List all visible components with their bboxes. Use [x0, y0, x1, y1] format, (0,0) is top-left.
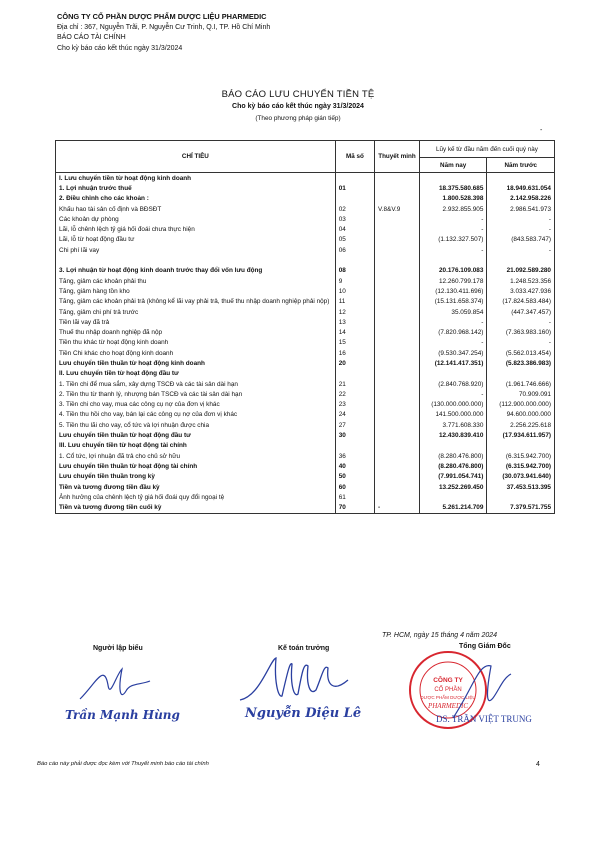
row-code [335, 255, 374, 265]
row-label: 1. Tiền chi để mua sắm, xây dựng TSCĐ và các tài sản dài hạn [56, 379, 336, 389]
table-row [56, 235, 555, 245]
row-note [375, 183, 420, 193]
row-last-year: 94.600.000.000 [487, 410, 555, 420]
row-code [335, 441, 374, 451]
director-name: DS. TRẦN VIỆT TRUNG [436, 714, 532, 724]
row-code: 08 [335, 266, 374, 276]
row-this-year: (12.130.411.696) [419, 286, 487, 296]
row-label: 2. Tiền thu từ thanh lý, nhượng bán TSCĐ và các tài sản dài hạn [56, 389, 336, 399]
row-label: Lưu chuyển tiền thuần trong kỳ [56, 472, 336, 482]
row-note [375, 400, 420, 410]
row-last-year: 2.256.225.618 [487, 420, 555, 430]
row-code: 11 [335, 297, 374, 307]
row-last-year [487, 492, 555, 502]
tick-mark: - [540, 127, 543, 134]
row-this-year: 1.800.528.398 [419, 194, 487, 204]
row-note [375, 297, 420, 307]
row-code: 30 [335, 430, 374, 440]
header-note: Thuyết minh [375, 141, 420, 173]
row-last-year: (447.347.457) [487, 307, 555, 317]
row-this-year: (7.991.054.741) [419, 472, 487, 482]
row-this-year: - [419, 389, 487, 399]
row-this-year: 2.932.855.905 [419, 204, 487, 214]
table-row [56, 327, 555, 337]
row-label: 1. Lợi nhuận trước thuế [56, 183, 336, 193]
row-note [375, 214, 420, 224]
row-note [375, 194, 420, 204]
row-last-year: 7.379.571.755 [487, 503, 555, 514]
row-label: Lãi, lỗ chênh lệch tỷ giá hối đoái chưa thực hiện [56, 224, 336, 234]
cash-flow-table [55, 140, 555, 514]
row-label: Tăng, giảm các khoản phải trả (không kể lãi vay phải trả, thuế thu nhập doanh nghiệp phải nộp) [56, 297, 336, 307]
row-label: Tăng, giảm chi phí trả trước [56, 307, 336, 317]
row-label: Tăng, giảm các khoản phải thu [56, 276, 336, 286]
row-note [375, 482, 420, 492]
row-code: 10 [335, 286, 374, 296]
row-note [375, 472, 420, 482]
table-row [56, 503, 555, 514]
row-note [375, 286, 420, 296]
row-note [375, 338, 420, 348]
table-row [56, 492, 555, 502]
row-label: Tiền lãi vay đã trả [56, 317, 336, 327]
row-this-year: (2.840.768.920) [419, 379, 487, 389]
table-row [56, 472, 555, 482]
row-label: Lãi, lỗ từ hoạt động đầu tư [56, 235, 336, 245]
table-row [56, 482, 555, 492]
table-row [56, 173, 555, 184]
row-code: 14 [335, 327, 374, 337]
table-row [56, 348, 555, 358]
row-note [375, 389, 420, 399]
accountant-name: Nguyễn Diệu Lê [245, 706, 362, 721]
row-this-year: - [419, 317, 487, 327]
svg-text:DƯỢC PHẨM DƯỢC LIỆU: DƯỢC PHẨM DƯỢC LIỆU [420, 695, 476, 700]
row-label: Lưu chuyển tiền thuần từ hoạt động tài chính [56, 461, 336, 471]
table-row [56, 266, 555, 276]
row-this-year: 18.375.580.685 [419, 183, 487, 193]
row-code: 61 [335, 492, 374, 502]
table-row [56, 317, 555, 327]
row-last-year: 2.986.541.973 [487, 204, 555, 214]
table-row [56, 224, 555, 234]
table-row [56, 204, 555, 214]
table-row [56, 214, 555, 224]
row-this-year: - [419, 224, 487, 234]
row-this-year: (9.530.347.254) [419, 348, 487, 358]
row-this-year: (12.141.417.351) [419, 358, 487, 368]
row-last-year: 37.453.513.395 [487, 482, 555, 492]
row-note [375, 441, 420, 451]
document-header [57, 12, 270, 54]
table-row [56, 410, 555, 420]
row-note [375, 430, 420, 440]
row-note [375, 358, 420, 368]
table-row [56, 255, 555, 265]
row-note [375, 235, 420, 245]
row-code: 05 [335, 235, 374, 245]
table-row [56, 307, 555, 317]
table-row [56, 286, 555, 296]
row-note [375, 245, 420, 255]
method-note: (Theo phương pháp gián tiếp) [255, 115, 341, 122]
row-note: - [375, 503, 420, 514]
table-row [56, 461, 555, 471]
director-title: Tổng Giám Đốc [459, 643, 511, 650]
row-code: 15 [335, 338, 374, 348]
row-label: Thuế thu nhập doanh nghiệp đã nộp [56, 327, 336, 337]
row-label: 4. Tiền thu hồi cho vay, bán lại các công cụ nợ của đơn vị khác [56, 410, 336, 420]
row-last-year: 2.142.958.226 [487, 194, 555, 204]
row-label: Tiền thu khác từ hoạt động kinh doanh [56, 338, 336, 348]
row-last-year: (112.900.000.000) [487, 400, 555, 410]
row-last-year: 18.949.631.054 [487, 183, 555, 193]
row-code: 03 [335, 214, 374, 224]
row-code: 01 [335, 183, 374, 193]
row-last-year: - [487, 245, 555, 255]
row-label: II. Lưu chuyển tiền từ hoạt động đầu tư [56, 369, 336, 379]
row-this-year [419, 255, 487, 265]
row-this-year: (8.280.476.800) [419, 461, 487, 471]
company-address: Địa chỉ : 367, Nguyễn Trãi, P. Nguyễn Cư Trinh, Q.I, TP. Hồ Chí Minh [57, 23, 271, 31]
footer-note: Báo cáo này phải được đọc kèm với Thuyết minh báo cáo tài chính [37, 761, 209, 767]
row-last-year: (17.934.611.957) [487, 430, 555, 440]
row-code: 04 [335, 224, 374, 234]
row-code: 20 [335, 358, 374, 368]
row-last-year: (843.583.747) [487, 235, 555, 245]
row-last-year: 3.033.427.936 [487, 286, 555, 296]
row-label: Tăng, giảm hàng tồn kho [56, 286, 336, 296]
row-this-year: 35.059.854 [419, 307, 487, 317]
row-last-year: - [487, 338, 555, 348]
table-row [56, 297, 555, 307]
table-row [56, 276, 555, 286]
row-this-year [419, 441, 487, 451]
row-note [375, 255, 420, 265]
row-this-year [419, 369, 487, 379]
row-code: 70 [335, 503, 374, 514]
row-last-year: 21.092.589.280 [487, 266, 555, 276]
row-label: 3. Lợi nhuận từ hoạt động kinh doanh trước thay đổi vốn lưu động [56, 266, 336, 276]
table-row [56, 245, 555, 255]
row-note [375, 327, 420, 337]
row-label: Tiền và tương đương tiền cuối kỳ [56, 503, 336, 514]
table-row [56, 194, 555, 204]
row-note: V.8&V.9 [375, 204, 420, 214]
table-row [56, 338, 555, 348]
date-line: TP. HCM, ngày 15 tháng 4 năm 2024 [382, 632, 498, 639]
row-code: 13 [335, 317, 374, 327]
row-code: 9 [335, 276, 374, 286]
row-note [375, 224, 420, 234]
row-last-year [487, 255, 555, 265]
row-this-year: 3.771.608.330 [419, 420, 487, 430]
row-last-year: (17.824.583.484) [487, 297, 555, 307]
row-code: 50 [335, 472, 374, 482]
row-label: III. Lưu chuyển tiền từ hoạt động tài chính [56, 441, 336, 451]
row-last-year: - [487, 214, 555, 224]
header-item: CHỈ TIÊU [56, 141, 336, 173]
header-last-year: Năm trước [487, 158, 555, 173]
row-last-year: (30.073.941.640) [487, 472, 555, 482]
row-note [375, 276, 420, 286]
row-last-year: 70.909.091 [487, 389, 555, 399]
row-code: 21 [335, 379, 374, 389]
table-row [56, 369, 555, 379]
row-label: Các khoản dự phòng [56, 214, 336, 224]
row-this-year: 5.261.214.709 [419, 503, 487, 514]
page-title: BÁO CÁO LƯU CHUYỂN TIỀN TỆ [221, 89, 375, 100]
row-code: 23 [335, 400, 374, 410]
row-code: 12 [335, 307, 374, 317]
row-label: Tiền và tương đương tiền đầu kỳ [56, 482, 336, 492]
svg-text:PHARMEDIC: PHARMEDIC [427, 702, 469, 710]
row-note [375, 307, 420, 317]
row-last-year: - [487, 317, 555, 327]
row-note [375, 266, 420, 276]
row-last-year: (5.562.013.454) [487, 348, 555, 358]
row-this-year: (7.820.968.142) [419, 327, 487, 337]
row-code [335, 369, 374, 379]
row-this-year: 12.260.799.178 [419, 276, 487, 286]
row-last-year: (6.315.942.700) [487, 451, 555, 461]
svg-text:CỔ PHẦN: CỔ PHẦN [434, 687, 462, 693]
row-this-year: (130.000.000.000) [419, 400, 487, 410]
table-row [56, 358, 555, 368]
row-code: 36 [335, 451, 374, 461]
row-note [375, 410, 420, 420]
row-last-year [487, 441, 555, 451]
row-last-year [487, 369, 555, 379]
header-accumulated: Lũy kế từ đầu năm đến cuối quý này [419, 141, 554, 158]
row-this-year: 141.500.000.000 [419, 410, 487, 420]
row-label [56, 255, 336, 265]
row-note [375, 461, 420, 471]
row-label: Tiền Chi khác cho hoạt động kinh doanh [56, 348, 336, 358]
row-this-year: - [419, 214, 487, 224]
preparer-name: Trần Mạnh Hùng [65, 708, 180, 722]
row-code: 16 [335, 348, 374, 358]
page-number: 4 [536, 761, 540, 768]
row-last-year: (7.363.983.160) [487, 327, 555, 337]
table-row [56, 379, 555, 389]
row-last-year [487, 173, 555, 184]
row-this-year: 13.252.269.450 [419, 482, 487, 492]
row-this-year: - [419, 245, 487, 255]
preparer-title: Người lập biểu [93, 645, 143, 652]
row-label: 2. Điều chỉnh cho các khoản : [56, 194, 336, 204]
row-last-year: (1.961.746.666) [487, 379, 555, 389]
table-row [56, 430, 555, 440]
report-period: Cho kỳ báo cáo kết thúc ngày 31/3/2024 [57, 44, 183, 52]
row-code: 06 [335, 245, 374, 255]
row-code: 24 [335, 410, 374, 420]
header-this-year: Năm nay [419, 158, 487, 173]
row-this-year: - [419, 338, 487, 348]
row-note [375, 173, 420, 184]
row-last-year: (5.823.386.983) [487, 358, 555, 368]
row-code: 02 [335, 204, 374, 214]
row-this-year: 20.176.109.083 [419, 266, 487, 276]
header-code: Mã số [335, 141, 374, 173]
row-code: 27 [335, 420, 374, 430]
row-label: Chi phí lãi vay [56, 245, 336, 255]
table-row [56, 400, 555, 410]
table-row [56, 389, 555, 399]
table-row [56, 420, 555, 430]
row-this-year: (1.132.327.507) [419, 235, 487, 245]
row-note [375, 451, 420, 461]
table-row [56, 441, 555, 451]
row-note [375, 492, 420, 502]
row-label: 3. Tiền chi cho vay, mua các công cụ nợ của đơn vị khác [56, 400, 336, 410]
row-label: Lưu chuyển tiền thuần từ hoạt động kinh doanh [56, 358, 336, 368]
row-note [375, 369, 420, 379]
accountant-title: Kế toán trưởng [278, 645, 330, 652]
row-this-year: (15.131.658.374) [419, 297, 487, 307]
report-type: BÁO CÁO TÀI CHÍNH [57, 34, 126, 41]
row-this-year [419, 492, 487, 502]
table-row [56, 183, 555, 193]
preparer-signature [60, 655, 160, 715]
row-note [375, 379, 420, 389]
row-code: 22 [335, 389, 374, 399]
row-label: I. Lưu chuyển tiền từ hoạt động kinh doanh [56, 173, 336, 184]
table-row [56, 451, 555, 461]
row-code: 40 [335, 461, 374, 471]
row-label: 5. Tiền thu lãi cho vay, cổ tức và lợi nhuận được chia [56, 420, 336, 430]
row-this-year: 12.430.839.410 [419, 430, 487, 440]
row-last-year: 1.248.523.356 [487, 276, 555, 286]
row-note [375, 348, 420, 358]
row-label: Lưu chuyển tiền thuần từ hoạt động đầu tư [56, 430, 336, 440]
row-this-year [419, 173, 487, 184]
company-name: CÔNG TY CỔ PHẦN DƯỢC PHẨM DƯỢC LIỆU PHARMEDIC [57, 12, 267, 21]
page-subtitle: Cho kỳ báo cáo kết thúc ngày 31/3/2024 [232, 103, 364, 110]
row-label: Khấu hao tài sản cố định và BĐSĐT [56, 204, 336, 214]
row-code [335, 194, 374, 204]
svg-text:CÔNG TY: CÔNG TY [433, 677, 463, 684]
row-label: Ảnh hưởng của chênh lệch tỷ giá hối đoái quy đổi ngoại tệ [56, 492, 336, 502]
row-label: 1. Cổ tức, lợi nhuận đã trả cho chủ sở hữu [56, 451, 336, 461]
accountant-signature [230, 650, 360, 710]
row-last-year: (6.315.942.700) [487, 461, 555, 471]
row-last-year: - [487, 224, 555, 234]
row-note [375, 420, 420, 430]
row-note [375, 317, 420, 327]
row-code [335, 173, 374, 184]
row-code: 60 [335, 482, 374, 492]
row-this-year: (8.280.476.800) [419, 451, 487, 461]
